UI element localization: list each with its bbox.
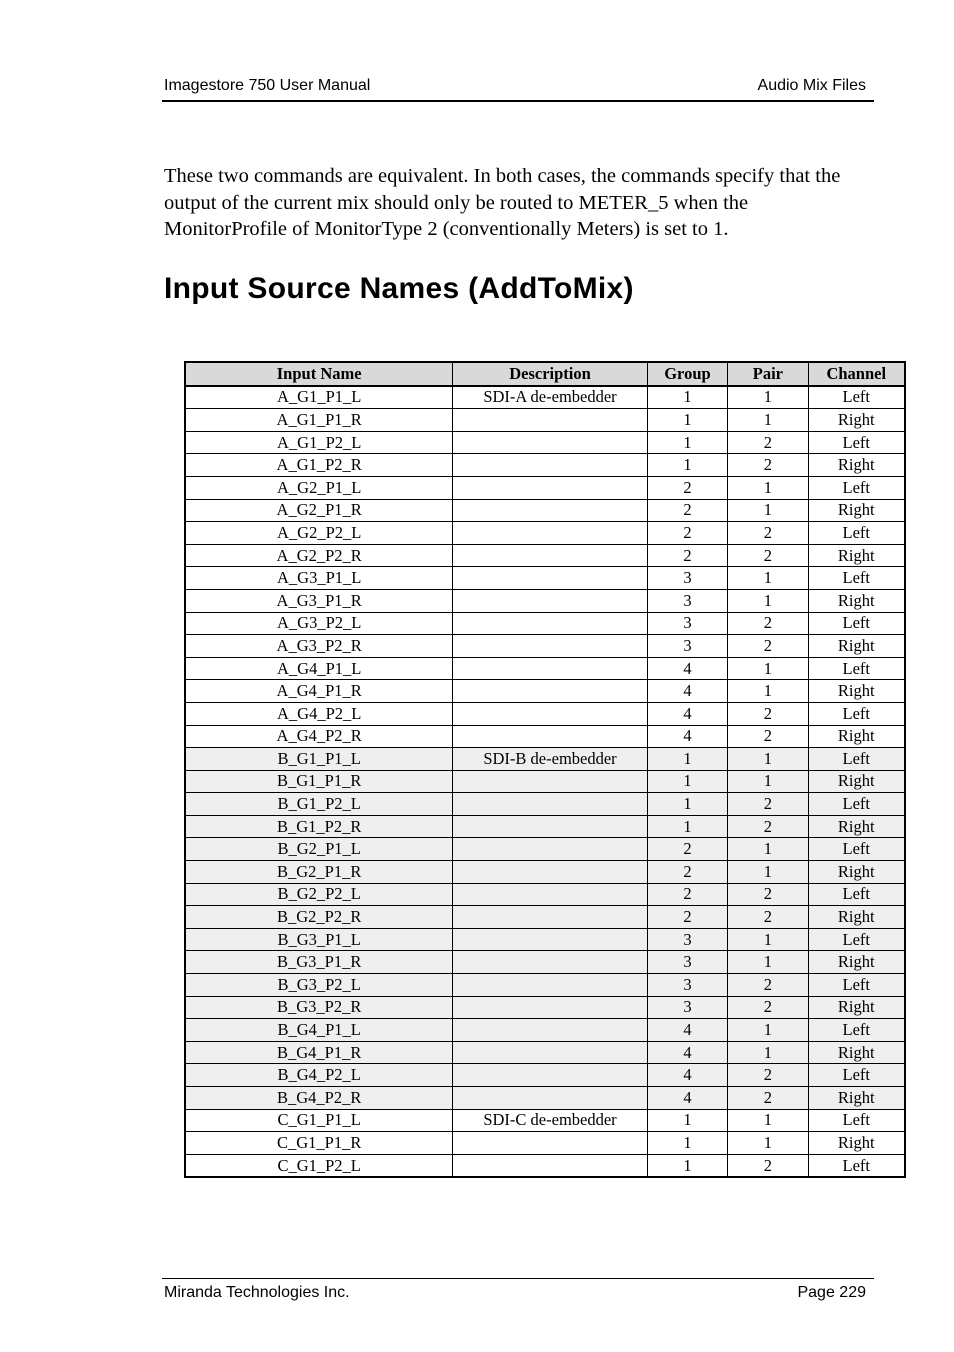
- cell-group: 4: [647, 680, 728, 703]
- manual-title: Imagestore 750 User Manual: [164, 77, 371, 94]
- cell-description: [453, 680, 647, 703]
- cell-channel: Right: [808, 1132, 905, 1155]
- cell-group: 1: [647, 793, 728, 816]
- cell-description: [453, 1154, 647, 1177]
- cell-description: [453, 431, 647, 454]
- table-row: [185, 996, 905, 1019]
- cell-group: 3: [647, 589, 728, 612]
- table-row: [185, 1109, 905, 1132]
- cell-channel: Left: [808, 1019, 905, 1042]
- cell-pair: 1: [728, 657, 808, 680]
- cell-pair: 1: [728, 838, 808, 861]
- table-row: [185, 1041, 905, 1064]
- cell-channel: Left: [808, 1109, 905, 1132]
- cell-input-name: A_G3_P2_L: [185, 612, 453, 635]
- cell-group: 4: [647, 702, 728, 725]
- cell-channel: Right: [808, 951, 905, 974]
- cell-input-name: A_G3_P2_R: [185, 635, 453, 658]
- cell-pair: 2: [728, 883, 808, 906]
- cell-group: 2: [647, 906, 728, 929]
- cell-channel: Right: [808, 906, 905, 929]
- page-footer: [162, 1278, 874, 1307]
- column-header-pair: Pair: [728, 362, 808, 386]
- cell-channel: Right: [808, 1041, 905, 1064]
- table-row: [185, 951, 905, 974]
- cell-description: [453, 883, 647, 906]
- cell-pair: 1: [728, 770, 808, 793]
- cell-pair: 1: [728, 951, 808, 974]
- cell-input-name: B_G3_P2_L: [185, 974, 453, 997]
- cell-channel: Left: [808, 974, 905, 997]
- cell-pair: 1: [728, 680, 808, 703]
- cell-description: [453, 409, 647, 432]
- cell-input-name: B_G2_P2_R: [185, 906, 453, 929]
- cell-pair: 2: [728, 544, 808, 567]
- cell-description: [453, 793, 647, 816]
- cell-group: 1: [647, 815, 728, 838]
- cell-input-name: A_G4_P2_R: [185, 725, 453, 748]
- cell-group: 2: [647, 499, 728, 522]
- cell-group: 2: [647, 544, 728, 567]
- cell-group: 1: [647, 1132, 728, 1155]
- cell-pair: 2: [728, 1087, 808, 1110]
- cell-input-name: B_G3_P2_R: [185, 996, 453, 1019]
- cell-group: 3: [647, 996, 728, 1019]
- input-source-table: [184, 361, 906, 1178]
- cell-description: [453, 635, 647, 658]
- cell-description: [453, 1019, 647, 1042]
- cell-input-name: B_G4_P2_L: [185, 1064, 453, 1087]
- cell-channel: Left: [808, 612, 905, 635]
- cell-description: [453, 612, 647, 635]
- intro-paragraph: These two commands are equivalent. In both cases, the commands specify that the output of the current mix should only be routed to METER_5 when the MonitorProfile of MonitorType 2 (conventionally Meters) is set to 1.: [164, 165, 841, 240]
- cell-description: [453, 1041, 647, 1064]
- cell-description: SDI-A de-embedder: [453, 386, 647, 409]
- cell-group: 1: [647, 454, 728, 477]
- cell-input-name: A_G3_P1_L: [185, 567, 453, 590]
- cell-description: [453, 725, 647, 748]
- table-row: [185, 702, 905, 725]
- cell-pair: 1: [728, 567, 808, 590]
- cell-pair: 1: [728, 1041, 808, 1064]
- cell-group: 3: [647, 567, 728, 590]
- cell-description: SDI-C de-embedder: [453, 1109, 647, 1132]
- cell-group: 2: [647, 861, 728, 884]
- cell-description: [453, 770, 647, 793]
- cell-channel: Right: [808, 589, 905, 612]
- table-row: [185, 499, 905, 522]
- cell-pair: 1: [728, 409, 808, 432]
- cell-group: 3: [647, 612, 728, 635]
- cell-group: 4: [647, 1019, 728, 1042]
- company-name: Miranda Technologies Inc.: [164, 1284, 350, 1301]
- table-header-row: [185, 362, 905, 386]
- table-row: [185, 1019, 905, 1042]
- table-row: [185, 635, 905, 658]
- cell-input-name: B_G1_P2_R: [185, 815, 453, 838]
- cell-description: [453, 951, 647, 974]
- cell-channel: Left: [808, 567, 905, 590]
- column-header-channel: Channel: [808, 362, 905, 386]
- cell-group: 1: [647, 409, 728, 432]
- cell-channel: Left: [808, 883, 905, 906]
- cell-group: 3: [647, 928, 728, 951]
- cell-channel: Right: [808, 861, 905, 884]
- cell-description: [453, 974, 647, 997]
- table-row: [185, 906, 905, 929]
- cell-pair: 1: [728, 1109, 808, 1132]
- table-row: [185, 431, 905, 454]
- cell-pair: 1: [728, 386, 808, 409]
- table-row: [185, 770, 905, 793]
- cell-input-name: B_G2_P2_L: [185, 883, 453, 906]
- cell-group: 4: [647, 1064, 728, 1087]
- cell-channel: Left: [808, 838, 905, 861]
- cell-description: [453, 906, 647, 929]
- table-row: [185, 544, 905, 567]
- cell-group: 2: [647, 883, 728, 906]
- cell-group: 3: [647, 974, 728, 997]
- cell-description: [453, 567, 647, 590]
- cell-input-name: A_G1_P2_L: [185, 431, 453, 454]
- cell-pair: 2: [728, 1064, 808, 1087]
- cell-channel: Right: [808, 544, 905, 567]
- cell-channel: Right: [808, 815, 905, 838]
- cell-pair: 2: [728, 815, 808, 838]
- cell-channel: Left: [808, 793, 905, 816]
- table-row: [185, 657, 905, 680]
- cell-description: [453, 544, 647, 567]
- cell-group: 2: [647, 476, 728, 499]
- table-row: [185, 680, 905, 703]
- table-row: [185, 748, 905, 771]
- column-header-description: Description: [453, 362, 647, 386]
- cell-description: [453, 815, 647, 838]
- table-row: [185, 928, 905, 951]
- table-row: [185, 386, 905, 409]
- cell-channel: Right: [808, 454, 905, 477]
- cell-input-name: A_G1_P1_L: [185, 386, 453, 409]
- table-row: [185, 476, 905, 499]
- table-row: [185, 861, 905, 884]
- cell-pair: 2: [728, 431, 808, 454]
- cell-input-name: A_G4_P1_R: [185, 680, 453, 703]
- cell-pair: 2: [728, 522, 808, 545]
- table-row: [185, 1132, 905, 1155]
- cell-group: 1: [647, 770, 728, 793]
- cell-group: 4: [647, 1041, 728, 1064]
- table-body: [185, 386, 905, 1178]
- cell-group: 2: [647, 522, 728, 545]
- cell-channel: Left: [808, 657, 905, 680]
- cell-input-name: B_G1_P2_L: [185, 793, 453, 816]
- page-header: [162, 76, 874, 102]
- cell-group: 3: [647, 635, 728, 658]
- cell-input-name: A_G1_P1_R: [185, 409, 453, 432]
- cell-pair: 1: [728, 748, 808, 771]
- table-row: [185, 1154, 905, 1177]
- cell-group: 4: [647, 1087, 728, 1110]
- cell-description: [453, 702, 647, 725]
- cell-pair: 2: [728, 612, 808, 635]
- cell-description: [453, 838, 647, 861]
- cell-group: 4: [647, 725, 728, 748]
- cell-pair: 2: [728, 793, 808, 816]
- cell-description: [453, 1087, 647, 1110]
- table-row: [185, 409, 905, 432]
- table-row: [185, 883, 905, 906]
- page-number: Page 229: [797, 1284, 866, 1301]
- cell-pair: 2: [728, 725, 808, 748]
- cell-pair: 1: [728, 928, 808, 951]
- cell-description: [453, 657, 647, 680]
- cell-input-name: A_G2_P2_L: [185, 522, 453, 545]
- cell-description: [453, 928, 647, 951]
- cell-pair: 2: [728, 702, 808, 725]
- cell-pair: 1: [728, 499, 808, 522]
- table-row: [185, 1064, 905, 1087]
- table-row: [185, 974, 905, 997]
- cell-input-name: B_G1_P1_L: [185, 748, 453, 771]
- cell-description: [453, 1064, 647, 1087]
- cell-input-name: C_G1_P1_L: [185, 1109, 453, 1132]
- cell-description: [453, 996, 647, 1019]
- cell-input-name: B_G4_P1_L: [185, 1019, 453, 1042]
- cell-channel: Left: [808, 748, 905, 771]
- cell-channel: Left: [808, 431, 905, 454]
- cell-pair: 2: [728, 1154, 808, 1177]
- cell-channel: Left: [808, 386, 905, 409]
- table-row: [185, 1087, 905, 1110]
- cell-pair: 1: [728, 1019, 808, 1042]
- cell-channel: Right: [808, 499, 905, 522]
- table-row: [185, 725, 905, 748]
- cell-pair: 1: [728, 589, 808, 612]
- cell-channel: Right: [808, 996, 905, 1019]
- table-row: [185, 567, 905, 590]
- cell-description: [453, 499, 647, 522]
- cell-group: 1: [647, 431, 728, 454]
- cell-input-name: A_G3_P1_R: [185, 589, 453, 612]
- cell-input-name: B_G3_P1_L: [185, 928, 453, 951]
- cell-channel: Right: [808, 409, 905, 432]
- cell-group: 1: [647, 1154, 728, 1177]
- cell-description: [453, 589, 647, 612]
- cell-description: [453, 522, 647, 545]
- cell-group: 4: [647, 657, 728, 680]
- cell-input-name: A_G4_P1_L: [185, 657, 453, 680]
- cell-input-name: B_G4_P2_R: [185, 1087, 453, 1110]
- cell-channel: Left: [808, 1154, 905, 1177]
- cell-description: SDI-B de-embedder: [453, 748, 647, 771]
- cell-input-name: A_G1_P2_R: [185, 454, 453, 477]
- cell-input-name: C_G1_P1_R: [185, 1132, 453, 1155]
- cell-pair: 1: [728, 1132, 808, 1155]
- cell-input-name: B_G2_P1_R: [185, 861, 453, 884]
- cell-channel: Right: [808, 1087, 905, 1110]
- cell-pair: 2: [728, 454, 808, 477]
- section-heading: Input Source Names (AddToMix): [164, 272, 634, 305]
- column-header-group: Group: [647, 362, 728, 386]
- cell-channel: Right: [808, 725, 905, 748]
- cell-pair: 1: [728, 861, 808, 884]
- cell-group: 1: [647, 748, 728, 771]
- cell-group: 2: [647, 838, 728, 861]
- cell-channel: Left: [808, 476, 905, 499]
- cell-group: 1: [647, 386, 728, 409]
- cell-input-name: B_G2_P1_L: [185, 838, 453, 861]
- cell-pair: 2: [728, 635, 808, 658]
- cell-channel: Left: [808, 522, 905, 545]
- cell-input-name: A_G2_P2_R: [185, 544, 453, 567]
- cell-group: 1: [647, 1109, 728, 1132]
- cell-channel: Left: [808, 1064, 905, 1087]
- cell-channel: Right: [808, 635, 905, 658]
- table-row: [185, 454, 905, 477]
- chapter-title: Audio Mix Files: [757, 77, 866, 94]
- cell-pair: 2: [728, 974, 808, 997]
- table-row: [185, 838, 905, 861]
- cell-description: [453, 1132, 647, 1155]
- cell-channel: Left: [808, 928, 905, 951]
- table-row: [185, 815, 905, 838]
- cell-input-name: B_G1_P1_R: [185, 770, 453, 793]
- cell-pair: 2: [728, 906, 808, 929]
- cell-group: 3: [647, 951, 728, 974]
- cell-input-name: B_G3_P1_R: [185, 951, 453, 974]
- cell-description: [453, 454, 647, 477]
- cell-input-name: B_G4_P1_R: [185, 1041, 453, 1064]
- cell-channel: Left: [808, 702, 905, 725]
- cell-input-name: A_G2_P1_R: [185, 499, 453, 522]
- table-row: [185, 522, 905, 545]
- cell-pair: 2: [728, 996, 808, 1019]
- cell-input-name: A_G4_P2_L: [185, 702, 453, 725]
- table-row: [185, 793, 905, 816]
- cell-description: [453, 861, 647, 884]
- cell-input-name: C_G1_P2_L: [185, 1154, 453, 1177]
- column-header-input-name: Input Name: [185, 362, 453, 386]
- table-row: [185, 612, 905, 635]
- cell-pair: 1: [728, 476, 808, 499]
- table-row: [185, 589, 905, 612]
- cell-channel: Right: [808, 680, 905, 703]
- cell-description: [453, 476, 647, 499]
- cell-input-name: A_G2_P1_L: [185, 476, 453, 499]
- cell-channel: Right: [808, 770, 905, 793]
